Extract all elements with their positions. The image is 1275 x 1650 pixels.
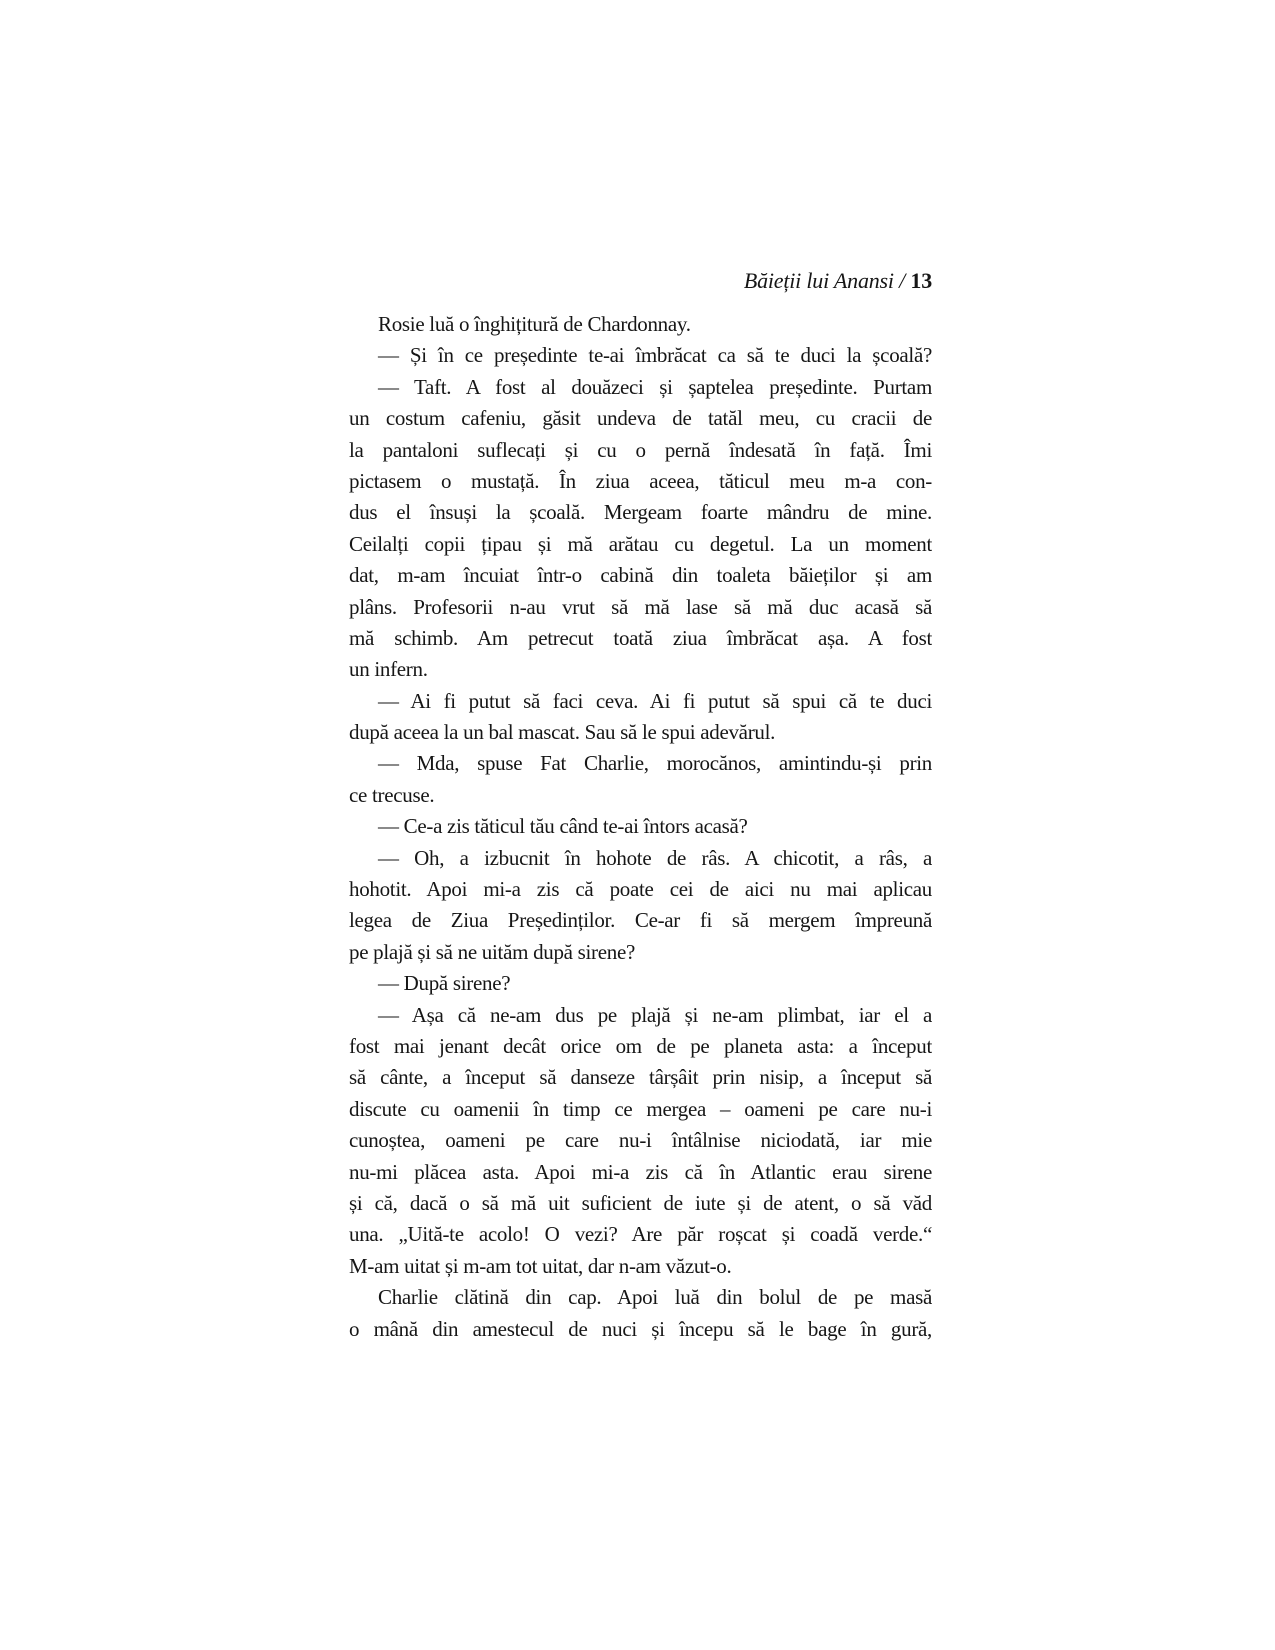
text-line: mă schimb. Am petrecut toată ziua îmbrăcat așa. A fost	[349, 625, 932, 650]
text-line: — Taft. A fost al douăzeci și șaptelea președinte. Purtam	[378, 374, 932, 399]
text-line: — Ai fi putut să faci ceva. Ai fi putut să spui că te duci	[378, 688, 932, 713]
text-line: — Ce-a zis tăticul tău când te-ai întors acasă?	[378, 814, 748, 839]
running-header	[349, 268, 932, 294]
body-text	[349, 309, 932, 1345]
text-line: pictasem o mustață. În ziua aceea, tăticul meu m-a con-	[349, 468, 932, 493]
text-line: dus el însuși la școală. Mergeam foarte mândru de mine.	[349, 500, 932, 525]
text-line: o mână din amestecul de nuci și începu să le bage în gură,	[349, 1316, 932, 1341]
text-line: ce trecuse.	[349, 782, 435, 807]
text-line: un costum cafeniu, găsit undeva de tatăl meu, cu cracii de	[349, 406, 932, 431]
text-line: dat, m-am încuiat într-o cabină din toaleta băieților și am	[349, 563, 932, 588]
text-line: Rosie luă o înghițitură de Chardonnay.	[378, 312, 691, 336]
text-line: M-am uitat și m-am tot uitat, dar n-am văzut-o.	[349, 1253, 732, 1278]
text-line: — Și în ce președinte te-ai îmbrăcat ca să te duci la școală?	[378, 343, 932, 368]
text-line: după aceea la un bal mascat. Sau să le spui adevărul.	[349, 720, 776, 745]
text-line: fost mai jenant decât orice om de pe planeta asta: a început	[349, 1033, 932, 1058]
text-line: la pantaloni suflecați și cu o pernă îndesată în față. Îmi	[349, 437, 932, 462]
text-line: cunoștea, oameni pe care nu-i întâlnise niciodată, iar mie	[349, 1128, 932, 1153]
page-number: 13	[910, 268, 932, 293]
text-line: un infern.	[349, 657, 428, 682]
book-title: Băieții lui Anansi	[743, 268, 894, 293]
text-line: discute cu oamenii în timp ce mergea – oameni pe care nu-i	[349, 1096, 932, 1121]
text-line: Charlie clătină din cap. Apoi luă din bolul de pe masă	[378, 1285, 932, 1310]
text-line: nu-mi plăcea asta. Apoi mi-a zis că în Atlantic erau sirene	[349, 1159, 932, 1184]
text-line: pe plajă și să ne uităm după sirene?	[349, 939, 636, 964]
text-line: hohotit. Apoi mi-a zis că poate cei de aici nu mai aplicau	[349, 877, 932, 902]
text-line: legea de Ziua Președinților. Ce-ar fi să mergem împreună	[349, 908, 932, 933]
text-line: Ceilalți copii țipau și mă arătau cu degetul. La un moment	[349, 531, 932, 556]
text-line: una. „Uită-te acolo! O vezi? Are păr roșcat și coadă verde.“	[349, 1222, 932, 1247]
text-line: plâns. Profesorii n-au vrut să mă lase să mă duc acasă să	[349, 594, 932, 619]
text-line: — Mda, spuse Fat Charlie, morocănos, amintindu-și prin	[378, 751, 932, 776]
text-line: — Așa că ne-am dus pe plajă și ne-am plimbat, iar el a	[378, 1002, 932, 1027]
text-line: — După sirene?	[378, 971, 511, 996]
header-separator: /	[899, 268, 906, 293]
text-line: și că, dacă o să mă uit suficient de iute și de atent, o să văd	[349, 1190, 932, 1215]
text-line: — Oh, a izbucnit în hohote de râs. A chicotit, a râs, a	[378, 845, 932, 870]
text-line: să cânte, a început să danseze târșâit prin nisip, a început să	[349, 1065, 932, 1090]
